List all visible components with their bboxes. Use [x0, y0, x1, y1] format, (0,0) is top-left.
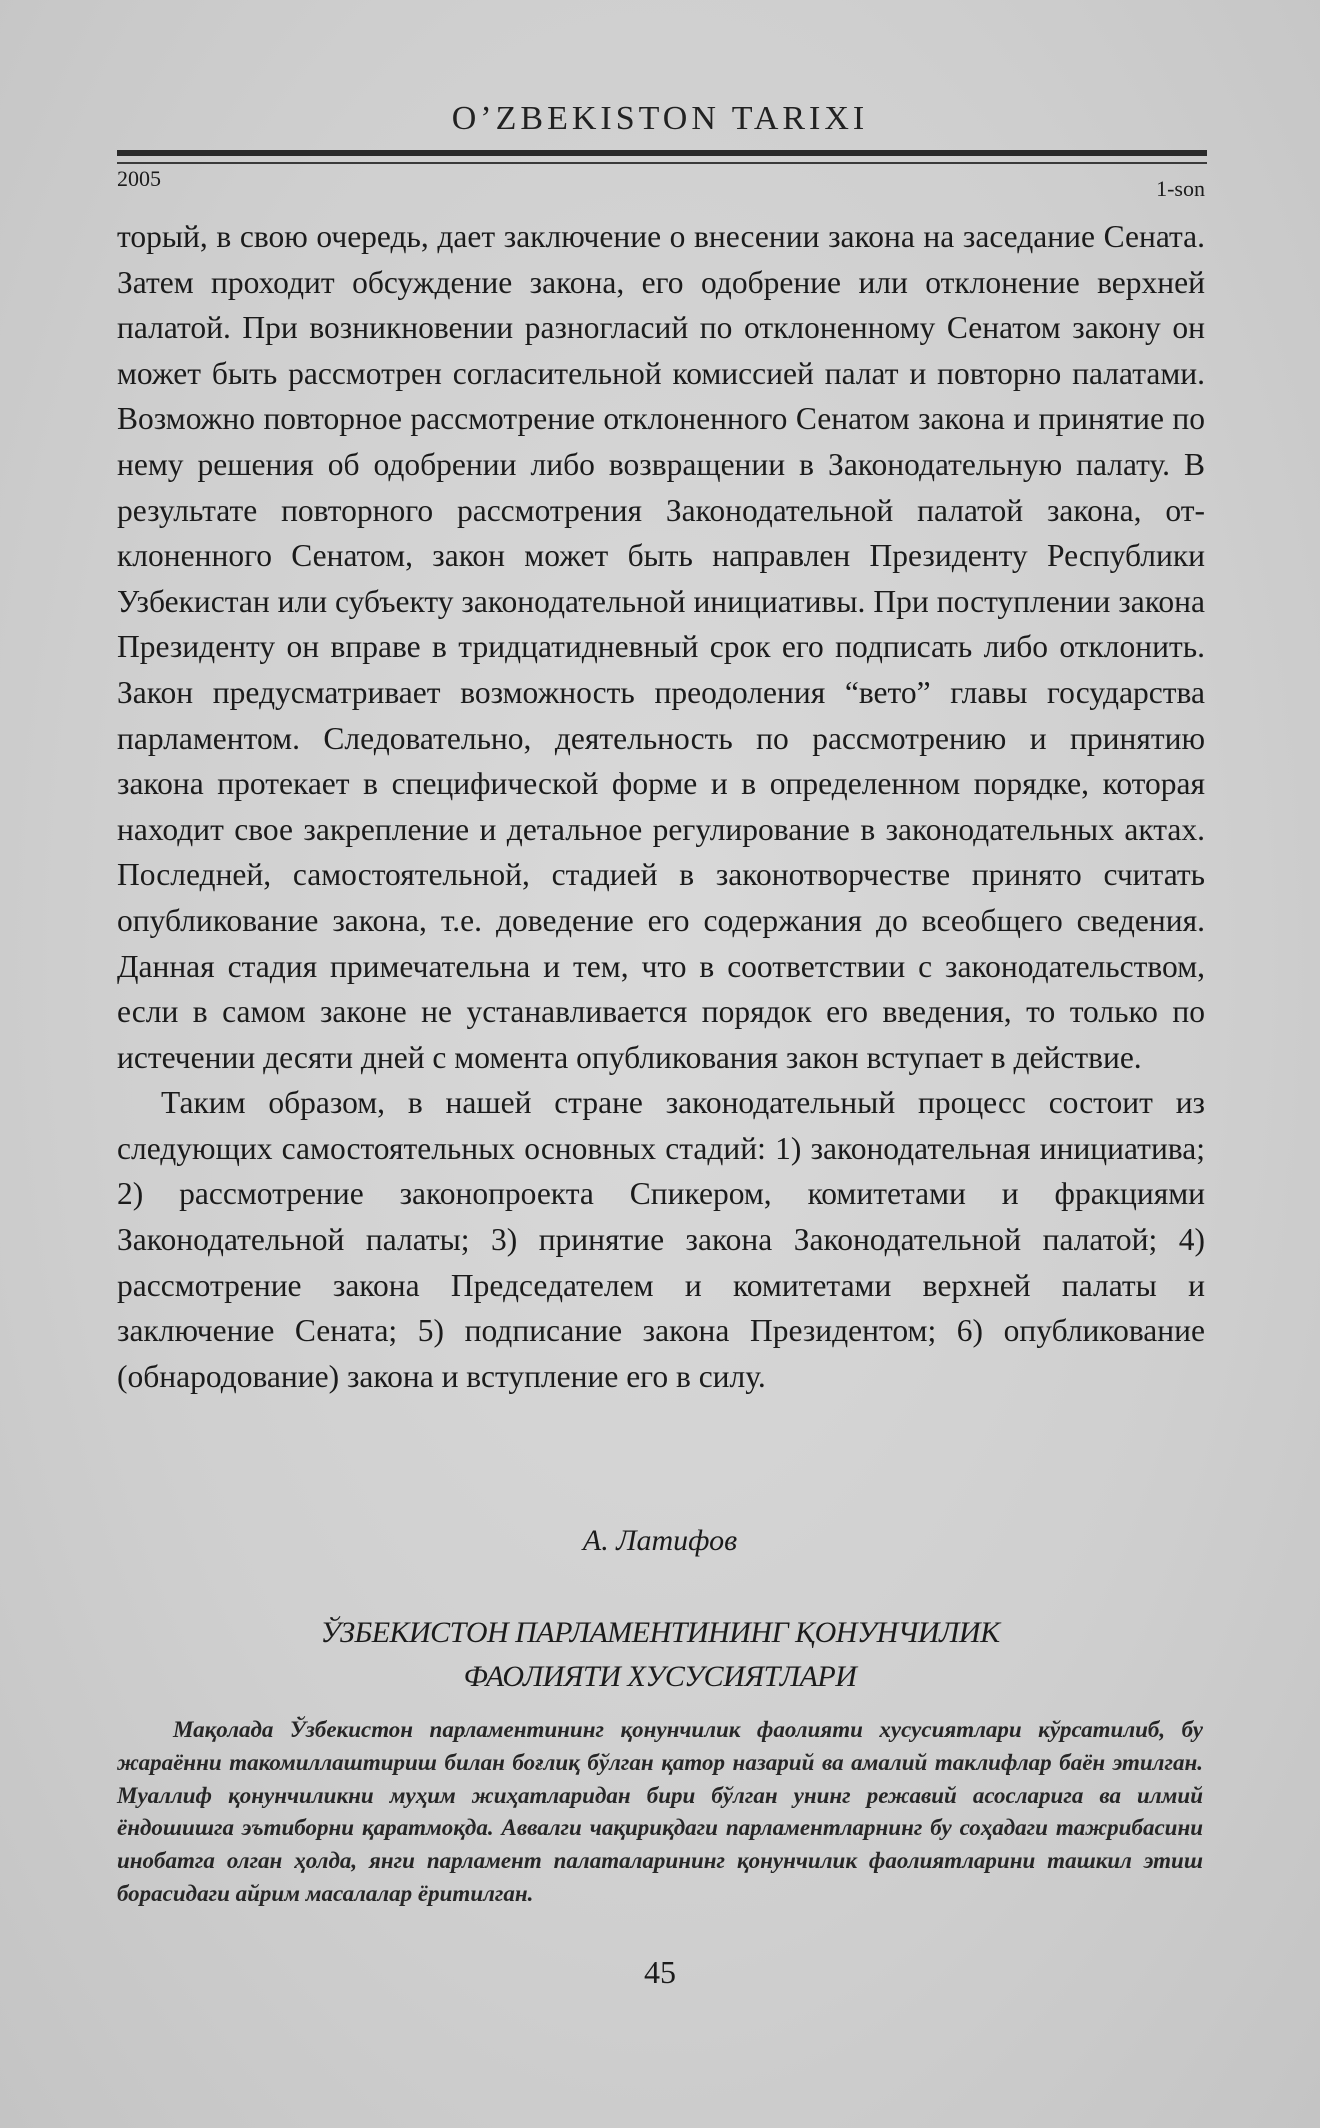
issue-year: 2005: [117, 166, 161, 191]
body-paragraph: торый, в свою очередь, дает заключение о внесении закона на заседание Сената. Затем проходит обсуждение закона, его одобрение или отклонение верхней палатой. При возникновении разногласий по отклоненному Сенатом закону он может быть рассмотрен согласительной комиссией палат и повторно палатами. Возможно повторное рассмотрение отклоненного Сенатом закона и принятие по нему решения об одобрении либо возвращении в Законодательную палату. В результате повторного рассмотрения Законодательной палатой закона, отклоненного Сенатом, закон может быть направлен Президенту Республики Узбекистан или субъекту законодательной инициативы. При поступлении закона Президенту он вправе в тридцатидневный срок его подписать либо отклонить. Закон предусматривает возможность преодоления “вето” главы государства парламентом. Следовательно, деятельность по рассмотрению и принятию закона протекает в специфической форме и в определенном порядке, которая находит свое закрепление и детальное регулирование в законодательных актах. Последней, самостоятельной, стадией в законотворчестве принято считать опубликование закона, т.е. доведение его содержания до всеобщего сведения. Данная стадия примечательна и тем, что в соответствии с законодательством, если в самом законе не устанавливается порядок его введения, то только по истечении десяти дней с момента опубликования закон вступает в действие.: [117, 219, 1205, 1075]
page-number: 45: [644, 1954, 676, 1990]
article-abstract: [117, 1714, 1203, 1911]
article-title-line: ЎЗБЕКИСТОН ПАРЛАМЕНТИНИНГ ҚОНУНЧИЛИК: [320, 1616, 1000, 1649]
main-body-text: [117, 214, 1205, 1399]
journal-title: O’ZBEKISTON TARIXI: [451, 100, 869, 137]
header-rule-thin: [117, 162, 1207, 164]
header-rule-thick: [117, 150, 1207, 156]
abstract-paragraph: Мақолада Ўзбекистон парламентининг қонунчилик фаолияти хусусиятлари кўрсатилиб, бу жараённи такомиллаштириш билан боғлиқ бўлган қатор назарий ва амалий таклифлар баён этилган. Муаллиф қонунчиликни муҳим жиҳатларидан бири бўлган унинг режавий асосларига ва илмий ёндошишга эътиборни қаратмоқда. Аввалги чақириқдаги парламентларнинг бу соҳадаги тажрибасини инобатга олган ҳолда, янги парламент палаталарининг қонунчилик фаолиятларини ташкил этиш борасидаги айрим масалалар ёритилган.: [117, 1717, 1203, 1906]
article-author: А. Латифов: [582, 1524, 738, 1557]
article-title: [0, 1611, 1320, 1699]
body-paragraph: Таким образом, в нашей стране законодательный процесс состоит из следующих самостоятельных основных стадий: 1) законодательная инициатива; 2) рассмотрение законопроекта Спикером, комитетами и фракциями Законодательной палаты; 3) принятие закона Законодательной палатой; 4) рассмотрение закона Председателем и комитетами верхней палаты и заключение Сената; 5) подписание закона Президентом; 6) опубликование (обнародование) закона и вступление его в силу.: [117, 1085, 1205, 1394]
article-title-line: ФАОЛИЯТИ ХУСУСИЯТЛАРИ: [463, 1660, 857, 1693]
issue-number: 1-son: [1156, 176, 1205, 201]
